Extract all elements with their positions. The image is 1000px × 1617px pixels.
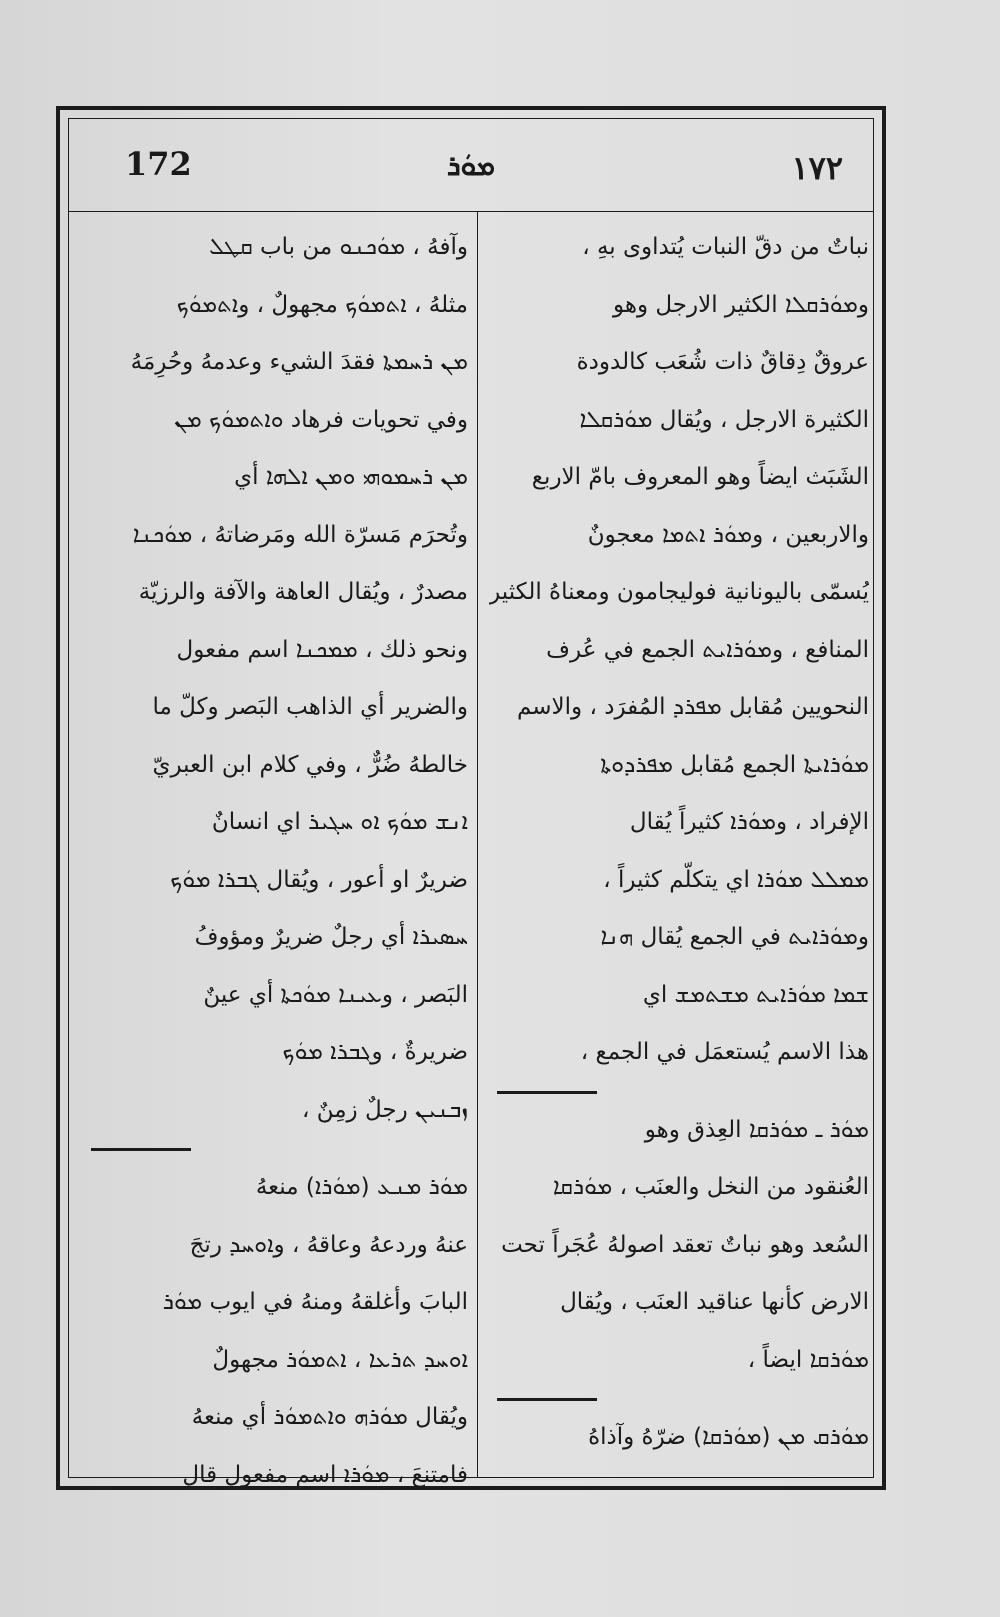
text-line: الارض كأنها عناقيد العنَب ، ويُقال: [560, 1289, 869, 1315]
text-line: ܐܘܚܕ ܬܪܥܐ ، ܐܬܡܘܿܪ مجهولٌ: [212, 1346, 468, 1373]
text-line: والضرير أي الذاهب البَصر وكلّ ما: [152, 694, 468, 720]
text-line: فامتنعَ ، ܡܘܿܪܐ اسم مفعول قال: [182, 1461, 468, 1488]
page-frame: [56, 106, 886, 1490]
text-line: وتُحرَم مَسرّة الله ومَرضاتهُ ، ܡܘܿܟܢܐ: [132, 521, 468, 548]
text-line: النحويين مُقابل ܡܦܪܕ المُفرَد ، والاسم: [516, 694, 869, 720]
text-line: ܡܘܿܪ ܡܢܥ (ܡܘܿܪܐ) منعهُ: [255, 1174, 468, 1200]
text-line: نباتٌ من دقّ النبات يُتداوى بهِ ،: [582, 234, 869, 260]
text-line: ونحو ذلك ، ܡܡܟܢܐ اسم مفعول: [176, 636, 468, 663]
text-line: والاربعين ، وܡܘܿܪ ܐܬܡܐ معجونٌ: [587, 521, 869, 548]
text-line: يُسمّى باليونانية فوليجامون ومعناهُ الكثير: [489, 579, 869, 605]
text-line: عروقٌ دِقاقٌ ذات شُعَب كالدودة: [576, 349, 869, 375]
section-separator: [83, 1139, 468, 1159]
text-line: السُعد وهو نباتٌ تعقد اصولهُ عُجَراً تحت: [501, 1231, 869, 1258]
text-line: وفي تحويات فرهاد ܘܐܬܡܘܿܟ ܡܢ: [174, 406, 468, 433]
section-separator: [489, 1082, 869, 1102]
text-line: وآفهُ ، ܡܘܿܟܢܘ من باب ܩܛܠ: [209, 234, 468, 260]
text-line: ܡܘܿܪܩܐ ايضاً ،: [747, 1346, 869, 1373]
text-line: ܙܒܢܝܢ رجلٌ زمِنٌ ،: [301, 1096, 468, 1123]
text-line: الإفراد ، وܡܘܿܪܐ كثيراً يُقال: [629, 809, 869, 835]
section-separator: [489, 1389, 869, 1409]
text-line: ܚܣܝܪܐ أي رجلٌ ضريرٌ ومؤوفُ: [194, 924, 468, 950]
text-line: البَصر ، وܥܝܢܐ ܡܘܿܟܬܐ أي عينٌ: [203, 981, 468, 1008]
text-line: ܡܢ ܪܚܡܬܐ فقدَ الشيء وعدمهُ وحُرِمَهُ: [130, 349, 468, 375]
page-number-latin: 172: [125, 145, 192, 183]
text-line: وܡܘܿܪܩܠܐ الكثير الارجل وهو: [612, 291, 869, 318]
right-column: [489, 219, 869, 1469]
left-column: [83, 219, 468, 1488]
text-line: عنهُ وردعهُ وعاقهُ ، وܐܘܚܕ رتجَ: [189, 1231, 468, 1258]
text-line: ضريرةٌ ، وܓܒܪܐ ܡܘܿܟ: [282, 1039, 468, 1065]
text-line: العُنقود من النخل والعنَب ، ܡܘܿܪܩܐ: [552, 1174, 869, 1200]
text-line: مصدرٌ ، ويُقال العاهة والآفة والرزيّة: [138, 579, 468, 605]
text-line: هذا الاسم يُستعمَل في الجمع ،: [580, 1039, 869, 1065]
text-line: ܡܢ ܪܚܡܘܗܝ ܘܡܢ ܐܠܗܐ أي: [234, 464, 468, 490]
header-word: ܡܘܿܪ: [447, 149, 495, 182]
text-line: الكثيرة الارجل ، ويُقال ܡܘܿܪܩܠܐ: [579, 406, 869, 433]
text-line: ܡܘܿܪ ـ ܡܘܿܪܩܐ العِذق وهو: [644, 1116, 869, 1143]
text-line: ܐܢܫ ܡܘܿܟ ܐܘ ܚܓܝܪ اي انسانٌ: [211, 809, 468, 835]
text-line: وܡܘܿܪܐܝܬ في الجمع يُقال ܗܢܐ: [600, 924, 869, 950]
text-line: ضريرٌ او أعور ، ويُقال ܓܒܪܐ ܡܘܿܟ: [170, 866, 468, 893]
text-line: مثلهُ ، ܐܬܡܘܿܟ مجهولٌ ، وܐܬܡܘܿܟ: [176, 291, 468, 318]
page-number-arabic: ١٧٢: [791, 149, 843, 187]
text-line: الشَبَث ايضاً وهو المعروف بامّ الاربع: [531, 464, 869, 490]
text-line: ܡܘܿܪܩ ܡܢ (ܡܘܿܪܩܐ) ضرّهُ وآذاهُ: [588, 1424, 869, 1450]
column-divider: [477, 211, 478, 1477]
text-line: ܡܘܿܪܐܝܬܐ الجمع مُقابل ܡܦܪܕܘܬܐ: [600, 751, 869, 778]
text-line: البابَ وأغلقهُ ومنهُ في ايوب ܡܘܿܪ: [162, 1289, 468, 1315]
page-frame-inner: [68, 118, 874, 1488]
text-line: ܡܡܠܠ ܡܘܿܪܐ اي يتكلّم كثيراً ،: [603, 866, 869, 893]
text-line: خالطهُ ضُرٌّ ، وفي كلام ابن العبريّ: [152, 751, 468, 778]
page-header: [69, 119, 873, 212]
text-line: ܫܡܐ ܡܘܿܪܐܝܬ ܡܫܬܡܫ اي: [642, 981, 869, 1008]
text-line: المنافع ، وܡܘܿܪܐܝܬ الجمع في عُرف: [546, 636, 869, 663]
text-line: ويُقال ܡܘܿܪܗ ܘܐܬܡܘܿܪ أي منعهُ: [191, 1404, 468, 1430]
